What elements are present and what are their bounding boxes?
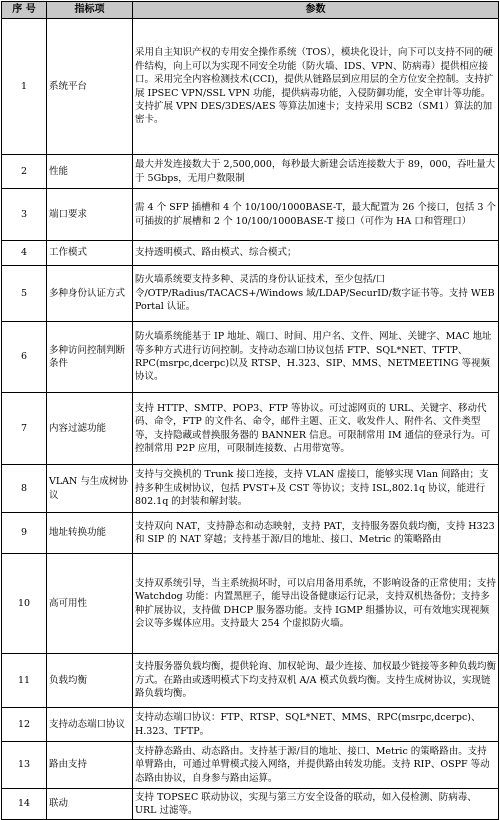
- row-param-text: 支持与交换机的 Trunk 接口连接，支持 VLAN 虚接口，能够实现 Vlan 间路由；支持多种生成树协议，包括 PVST+及 CST 等协议；支持 ISL,802.1q 协议，能进行 802.1q 的封装和解封装。: [133, 465, 499, 513]
- row-param-text: 防火墙系统能基于 IP 地址、端口、时间、用户名、文件、网址、关键字、MAC 地址等多种方式进行访问控制。支持动态端口协议包括 FTP、SQL*NET、TFTP、RPC(msrpc,dcerpc)以及 RTSP、H.323、SIP、MMS、NETMEETING 等视频协议。: [133, 322, 499, 393]
- header-item: 指标项: [47, 2, 133, 19]
- row-item-name: 多种访问控制判断条件: [47, 322, 133, 393]
- row-item-name: 联动: [47, 789, 133, 820]
- row-number: 9: [2, 513, 47, 554]
- table-row: [2, 742, 499, 789]
- table-row: [2, 266, 499, 322]
- row-number: 13: [2, 742, 47, 789]
- row-item-name: 内容过滤功能: [47, 393, 133, 465]
- row-item-name: 支持动态端口协议: [47, 708, 133, 742]
- header-param: 参数: [133, 2, 499, 19]
- row-number: 2: [2, 155, 47, 189]
- row-number: 6: [2, 322, 47, 393]
- row-item-name: 性能: [47, 155, 133, 189]
- row-number: 14: [2, 789, 47, 820]
- table-row: [2, 554, 499, 654]
- row-number: 10: [2, 554, 47, 654]
- table-row: [2, 19, 499, 155]
- row-item-name: 地址转换功能: [47, 513, 133, 554]
- row-param-text: 需 4 个 SFP 插槽和 4 个 10/100/1000BASE-T，最大配置为 26 个接口，包括 3 个可插拔的扩展槽和 2 个 10/100/1000BASE-T 接口（可作为 HA 口和管理口）: [133, 189, 499, 241]
- row-param-text: 支持 HTTP、SMTP、POP3、FTP 等协议。可过滤网页的 URL、关键字、移动代码、命令，FTP 的文件名、命令，邮件主题、正文、收发件人、附件名、文件类型等，支持隐藏或替换服务器的 BANNER 信息。可限制常用 IM 通信的登录行为。可控制常用 P2P 应用，可限制连接数、占用带宽等。: [133, 393, 499, 465]
- table-row: [2, 155, 499, 189]
- row-item-name: 端口要求: [47, 189, 133, 241]
- row-number: 3: [2, 189, 47, 241]
- row-item-name: VLAN 与生成树协议: [47, 465, 133, 513]
- row-number: 11: [2, 654, 47, 708]
- row-item-name: 高可用性: [47, 554, 133, 654]
- row-item-name: 系统平台: [47, 19, 133, 155]
- table-body: [2, 19, 499, 820]
- header-row: [2, 2, 499, 19]
- table-row: [2, 189, 499, 241]
- row-item-name: 负载均衡: [47, 654, 133, 708]
- row-param-text: 支持静态路由、动态路由。支持基于源/目的地址、接口、Metric 的策略路由。支持单臂路由，可通过单臂模式接入网络，并提供路由转发功能。支持 RIP、OSPF 等动态路由协议，自身参与路由运算。: [133, 742, 499, 789]
- table-row: [2, 708, 499, 742]
- table-row: [2, 322, 499, 393]
- table-row: [2, 513, 499, 554]
- table-row: [2, 654, 499, 708]
- row-param-text: 采用自主知识产权的专用安全操作系统（TOS），模块化设计，向下可以支持不同的硬件结构，向上可以为实现不同安全功能（防火墙、IDS、VPN、防病毒）提供相应接口。采用完全内容检测技术(CCI)，提供从链路层到应用层的全方位安全控制。支持扩展 IPSEC VPN/SSL VPN 功能，提供病毒功能，入侵防御功能，安全审计等功能。支持扩展 VPN DES/3DES/AES 等算法加速卡；支持采用 SCB2（SM1）算法的加密卡。: [133, 19, 499, 155]
- row-param-text: 支持动态端口协议：FTP、RTSP、SQL*NET、MMS、RPC(msrpc,dcerpc)、H.323、TFTP。: [133, 708, 499, 742]
- row-param-text: 防火墙系统要支持多种、灵活的身份认证技术，至少包括/口令/OTP/Radius/TACACS+/Windows 域/LDAP/SecurID/数字证书等。支持 WEB Portal 认证。: [133, 266, 499, 322]
- row-param-text: 支持服务器负载均衡，提供轮询、加权轮询、最少连接、加权最少链接等多种负载均衡方式。在路由或透明模式下均支持双机 A/A 模式负载均衡。支持生成树协议，实现链路负载均衡。: [133, 654, 499, 708]
- row-number: 12: [2, 708, 47, 742]
- spec-table: [1, 1, 499, 820]
- row-param-text: 支持 TOPSEC 联动协议，实现与第三方安全设备的联动，如入侵检测、防病毒、URL 过滤等。: [133, 789, 499, 820]
- row-param-text: 支持双向 NAT，支持静态和动态映射，支持 PAT，支持服务器负载均衡，支持 H323 和 SIP 的 NAT 穿越；支持基于源/目的地址、接口、Metric 的策略路由: [133, 513, 499, 554]
- row-item-name: 多种身份认证方式: [47, 266, 133, 322]
- row-number: 4: [2, 241, 47, 266]
- row-item-name: 路由支持: [47, 742, 133, 789]
- row-param-text: 支持双系统引导，当主系统损坏时，可以启用备用系统，不影响设备的正常使用；支持 Watchdog 功能：内置黑匣子，能导出设备健康运行记录，支持双机热备份；支持多种扩展协议，支持做 DHCP 服务器功能。支持 IGMP 组播协议，可有效地实现视频会议等多媒体应用。支持最大 254 个虚拟防火墙。: [133, 554, 499, 654]
- row-number: 5: [2, 266, 47, 322]
- table-row: [2, 789, 499, 820]
- row-number: 8: [2, 465, 47, 513]
- row-item-name: 工作模式: [47, 241, 133, 266]
- table-row: [2, 393, 499, 465]
- table-row: [2, 241, 499, 266]
- row-number: 1: [2, 19, 47, 155]
- table-row: [2, 465, 499, 513]
- row-param-text: 最大并发连接数大于 2,500,000，每秒最大新建会话连接数大于 89，000，吞吐量大于 5Gbps，无用户数限制: [133, 155, 499, 189]
- row-number: 7: [2, 393, 47, 465]
- row-param-text: 支持透明模式、路由模式、综合模式；: [133, 241, 499, 266]
- header-no: 序 号: [2, 2, 47, 19]
